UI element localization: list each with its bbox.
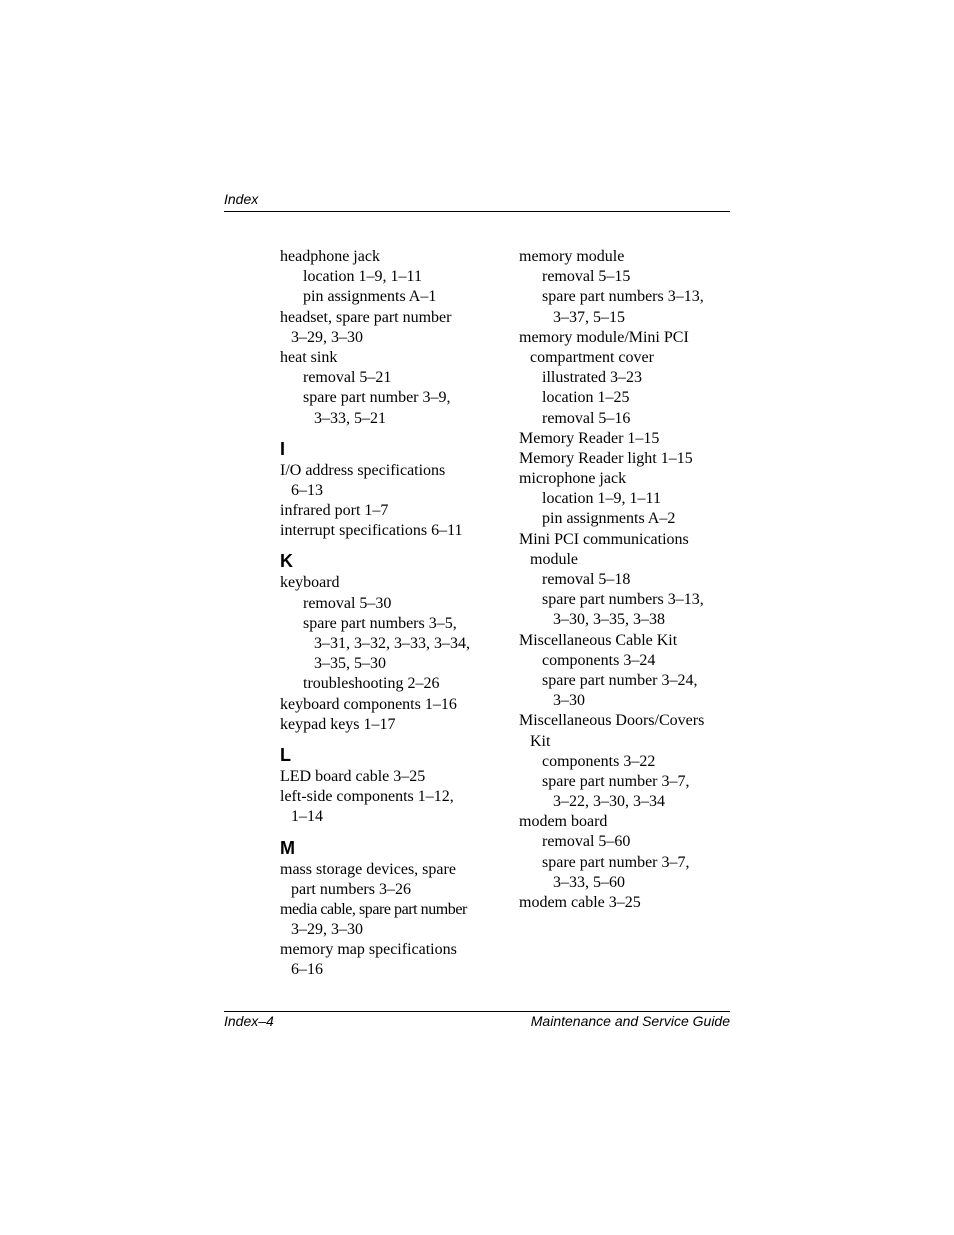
index-entry: headphone jack bbox=[280, 248, 380, 265]
index-subentry-continuation: 3–31, 3–32, 3–33, 3–34, bbox=[314, 635, 470, 652]
index-entry-continuation: 3–29, 3–30 bbox=[291, 921, 363, 939]
index-subentry-continuation: 3–33, 5–60 bbox=[553, 873, 625, 891]
index-subentry: illustrated 3–23 bbox=[542, 369, 642, 387]
index-entry: keyboard components 1–16 bbox=[280, 695, 457, 713]
index-subentry: pin assignments A–2 bbox=[542, 510, 676, 528]
index-entry: memory module/Mini PCI bbox=[519, 328, 689, 346]
index-subentry: troubleshooting 2–26 bbox=[303, 675, 440, 693]
index-subentry: removal 5–21 bbox=[303, 369, 392, 387]
index-entry: Memory Reader 1–15 bbox=[519, 429, 660, 447]
index-entry-continuation: 3–29, 3–30 bbox=[291, 328, 363, 346]
index-entry: memory module bbox=[519, 248, 625, 265]
index-subentry: location 1–9, 1–11 bbox=[303, 268, 422, 286]
index-subentry: pin assignments A–1 bbox=[303, 288, 437, 306]
index-subentry: removal 5–60 bbox=[542, 833, 631, 851]
index-entry-continuation: compartment cover bbox=[530, 348, 654, 366]
index-subentry: spare part number 3–7, bbox=[542, 853, 690, 871]
index-entry: headset, spare part number bbox=[280, 308, 452, 326]
index-entry-continuation: Kit bbox=[530, 732, 551, 750]
index-subentry: removal 5–16 bbox=[542, 409, 631, 427]
index-entry: modem board bbox=[519, 813, 608, 831]
index-entry-continuation: module bbox=[530, 550, 578, 568]
page-number: Index–4 bbox=[224, 1013, 274, 1029]
index-entry-continuation: 6–13 bbox=[291, 481, 323, 499]
index-column-left bbox=[280, 247, 500, 981]
index-entry: I/O address specifications bbox=[280, 461, 446, 479]
header-rule bbox=[224, 211, 730, 212]
index-subentry: location 1–9, 1–11 bbox=[542, 490, 661, 508]
section-letter-m: M bbox=[280, 837, 295, 858]
index-subentry-continuation: 3–30, 3–35, 3–38 bbox=[553, 611, 665, 629]
index-entry: memory map specifications bbox=[280, 941, 457, 959]
index-entry: LED board cable 3–25 bbox=[280, 767, 426, 785]
index-entry: heat sink bbox=[280, 348, 338, 366]
index-entry: keypad keys 1–17 bbox=[280, 715, 396, 733]
index-entry: media cable, spare part number bbox=[280, 900, 467, 918]
section-letter-l: L bbox=[280, 744, 291, 765]
index-entry: Miscellaneous Cable Kit bbox=[519, 631, 678, 649]
index-subentry: location 1–25 bbox=[542, 389, 630, 407]
index-subentry: spare part numbers 3–13, bbox=[542, 288, 704, 306]
index-entry: mass storage devices, spare bbox=[280, 860, 456, 878]
section-letter-k: K bbox=[280, 551, 293, 572]
index-subentry: components 3–24 bbox=[542, 651, 656, 669]
section-letter-i: I bbox=[280, 438, 286, 459]
index-entry: infrared port 1–7 bbox=[280, 502, 389, 520]
index-subentry: removal 5–15 bbox=[542, 268, 631, 286]
index-entry: Miscellaneous Doors/Covers bbox=[519, 712, 705, 730]
index-entry-continuation: part numbers 3–26 bbox=[291, 880, 411, 898]
running-header: Index bbox=[224, 191, 259, 207]
index-entry-continuation: 6–16 bbox=[291, 961, 323, 979]
index-entry: keyboard bbox=[280, 574, 340, 592]
index-subentry: components 3–22 bbox=[542, 752, 656, 770]
footer-rule bbox=[224, 1011, 730, 1012]
index-subentry-continuation: 3–33, 5–21 bbox=[314, 409, 386, 427]
index-subentry-continuation: 3–30 bbox=[553, 692, 585, 710]
index-subentry: spare part number 3–24, bbox=[542, 671, 698, 689]
index-entry-continuation: 1–14 bbox=[291, 808, 323, 826]
index-subentry: removal 5–30 bbox=[303, 594, 392, 612]
index-subentry-continuation: 3–22, 3–30, 3–34 bbox=[553, 793, 665, 811]
index-subentry: spare part numbers 3–13, bbox=[542, 591, 704, 609]
document-title: Maintenance and Service Guide bbox=[530, 1013, 730, 1029]
index-entry: Mini PCI communications bbox=[519, 530, 689, 548]
index-subentry: removal 5–18 bbox=[542, 571, 631, 588]
index-subentry: spare part number 3–7, bbox=[542, 772, 690, 790]
index-entry: modem cable 3–25 bbox=[519, 894, 641, 911]
index-entry: left-side components 1–12, bbox=[280, 788, 454, 806]
index-entry: microphone jack bbox=[519, 470, 627, 488]
index-subentry: spare part numbers 3–5, bbox=[303, 614, 457, 632]
index-subentry: spare part number 3–9, bbox=[303, 389, 451, 407]
index-subentry-continuation: 3–35, 5–30 bbox=[314, 655, 386, 673]
index-entry: interrupt specifications 6–11 bbox=[280, 522, 463, 540]
index-entry: Memory Reader light 1–15 bbox=[519, 449, 693, 467]
index-subentry-continuation: 3–37, 5–15 bbox=[553, 308, 625, 326]
index-column-right bbox=[519, 247, 739, 913]
